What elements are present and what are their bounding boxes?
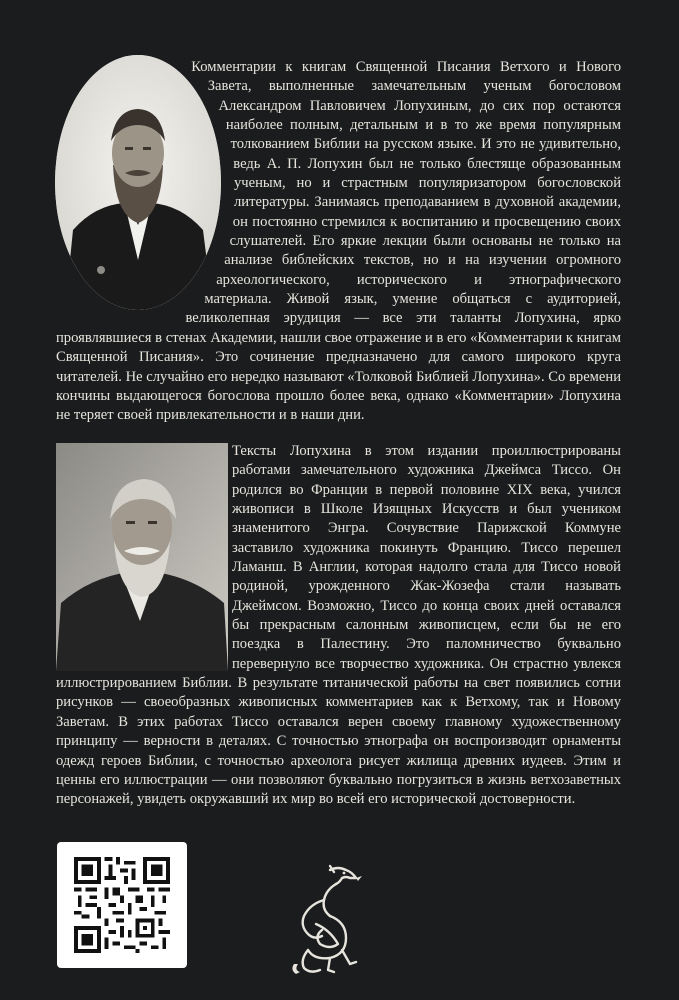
qr-code-icon <box>74 857 170 953</box>
text-paragraph-lopukhin <box>56 58 621 426</box>
portrait-wrap-spacer <box>54 52 228 324</box>
paragraph-1-text: Комментарии к книгам Священной Писания Ветхого и Нового Завета, выполненные замечательным ученым богословом Александром Павловичем Лопухиным, до сих пор остаются наиболее полным, детальным и в то же время популярным толкованием Библии на русском языке. И это не удивительно, ведь А. П. Лопухин был не только блестяще образованным ученым, но и страстным популяризатором богословской литературы. Занимаясь преподаванием в духовной академии, он постоянно стремился к воспитанию и просвещению своих слушателей. Его яркие лекции были основаны не только на анализе библейских текстов, но и на изучении огромного археологического, исторического и этнографического материала. Живой язык, умение общаться с аудиторией, великолепная эрудиция — все эти таланты Лопухина, ярко проявлявшиеся в стенах Академии, нашли свое отражение и в его «Комментарии к книгам Священной Писания». Это сочинение предназначено для самого широкого круга читателей. Не случайно его нередко называют «Толковой Библией Лопухина». Со времени кончины выдающегося богослова прошло более века, однако «Комментарии» Лопухина не теряет своей привлекательности и в наши дни. <box>56 59 621 424</box>
publisher-dragon-logo-icon <box>290 864 368 976</box>
paragraph-2-text: Тексты Лопухина в этом издании проиллюстрированы работами замечательного художника Джеймса Тиссо. Он родился во Франции в первой половине XIX века, учился живописи в Школе Изящных Искусств и был учеником знаменитого Энгра. Сочувствие Парижской Коммуне заставило художника покинуть Францию. Тиссо перешел Ламанш. В Англии, которая надолго стала для Тиссо новой родиной, урожденного Жак-Жозефа стали называть Джеймсом. Возможно, Тиссо до конца своих дней оставался бы прекрасным салонным живописцем, если бы не его поездка в Палестину. Это паломничество буквально перевернуло все творчество художника. Он страстно увлекся иллюстрированием Библии. В результате титанической работы на свет появились сотни рисунков — своеобразных живописных комментариев как к Ветхому, так и Новому Заветам. В этих работах Тиссо оставался верен своему главному художественному принципу — верности в деталях. С точностью этнографа он воспроизводит орнаменты одежд героев Библии, с точностью археолога рисует жилища древних иудеев. Этим и ценны его иллюстрации — они позволяют буквально погрузиться в жизнь ветхозаветных персонажей, увидеть окружавший их мир во всей его исторической достоверности. <box>56 443 621 808</box>
publisher-logo <box>290 864 368 976</box>
qr-code <box>57 842 187 968</box>
portrait-wrap-spacer <box>56 442 232 674</box>
text-paragraph-tissot <box>56 442 621 810</box>
